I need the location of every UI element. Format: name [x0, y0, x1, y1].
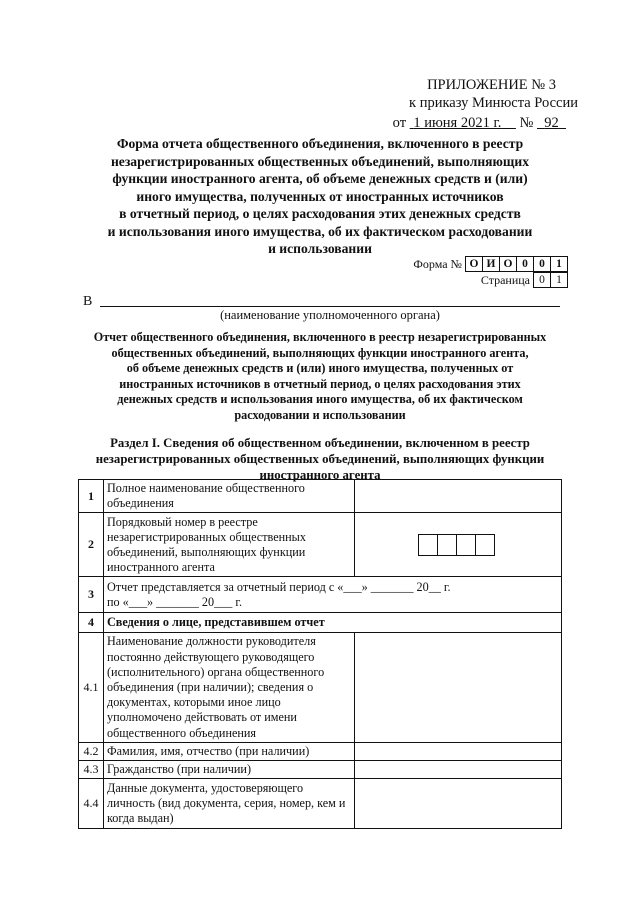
row-value-field[interactable]	[355, 761, 562, 779]
annex-number: 92	[544, 115, 559, 131]
row-number: 4.1	[79, 633, 104, 742]
row-label: Наименование должности руководителя постоянно действующего руководящего (исполнительного) органа общественного объединения (при наличии); сведения о документах, которыми иное лицо уполномочено действовать от имени общественного объединения	[104, 633, 355, 742]
form-code	[413, 256, 568, 272]
form-code-label: Форма №	[413, 256, 462, 271]
table-row	[79, 513, 562, 577]
row-number: 4	[79, 613, 104, 633]
page-code-char: 1	[550, 273, 567, 287]
row-label: Данные документа, удостоверяющего личность (вид документа, серия, номер, кем и когда выдан)	[104, 779, 355, 829]
page-code	[481, 272, 568, 288]
row-label: Фамилия, имя, отчество (при наличии)	[104, 742, 355, 760]
annex-number-prefix: №	[519, 115, 534, 131]
recipient-caption: (наименование уполномоченного органа)	[220, 308, 440, 322]
table-row	[79, 577, 562, 613]
table-row	[79, 480, 562, 513]
annex-title: ПРИЛОЖЕНИЕ № 3	[427, 77, 556, 93]
recipient-prefix: В	[83, 294, 93, 309]
reporting-period-to: по «___» _______ 20___ г.	[107, 594, 243, 609]
row-number: 4.2	[79, 742, 104, 760]
registry-number-field[interactable]	[355, 513, 562, 577]
annex-date: 1 июня 2021 г.	[413, 115, 502, 131]
row-number: 3	[79, 577, 104, 613]
registry-number-boxes[interactable]	[418, 534, 558, 556]
page-code-label: Страница	[480, 272, 530, 287]
annex-from-prefix: от	[392, 115, 407, 131]
form-code-char: 1	[550, 257, 567, 271]
row-label: Полное наименование общественного объединения	[104, 480, 355, 513]
page-code-boxes	[533, 272, 568, 288]
row-number: 4.4	[79, 779, 104, 829]
table-row	[79, 633, 562, 742]
form-code-boxes	[465, 256, 568, 272]
row-value-field[interactable]	[355, 779, 562, 829]
form-code-char: О	[499, 257, 516, 271]
row-label: Гражданство (при наличии)	[104, 761, 355, 779]
registry-digit-box[interactable]	[475, 534, 495, 556]
registry-digit-box[interactable]	[418, 534, 437, 556]
row-value-field[interactable]	[355, 742, 562, 760]
row-value-field[interactable]	[355, 633, 562, 742]
row-number: 1	[79, 480, 104, 513]
row-value-field[interactable]	[355, 480, 562, 513]
table-row	[79, 779, 562, 829]
annex-order: к приказу Минюста России	[409, 95, 578, 111]
row-label: Порядковый номер в реестре незарегистрированных общественных объединений, выполняющих функции иностранного агента	[104, 513, 355, 577]
page-code-char: 0	[539, 274, 545, 286]
reporting-period[interactable]	[104, 577, 562, 613]
form-code-char: И	[482, 257, 499, 271]
form-code-char: О	[469, 258, 479, 270]
section-table	[78, 479, 562, 829]
form-title: Форма отчета общественного объединения, включенного в реестр незарегистрированных общественных объединений, выполняющих функции иностранного агента, об объеме денежных средств и (или) иного имущества, полученных от иностранных источников в отчетный период, о целях расходования этих денежных средств и использования иного имущества, об их фактическом расходовании и использовании	[107, 136, 533, 256]
reporting-period-from: Отчет представляется за отчетный период с «___» _______ 20__ г.	[107, 579, 451, 594]
recipient-field[interactable]	[100, 306, 560, 307]
registry-digit-box[interactable]	[437, 534, 456, 556]
section-title: Раздел I. Сведения об общественном объединении, включенном в реестр незарегистрированных общественных объединений, выполняющих функции иностранного агента	[95, 436, 545, 482]
form-code-char: 0	[533, 257, 550, 271]
annex-date-line	[393, 114, 566, 132]
row-number: 4.3	[79, 761, 104, 779]
row-number: 2	[79, 513, 104, 577]
form-code-char: 0	[516, 257, 533, 271]
table-row	[79, 761, 562, 779]
report-title: Отчет общественного объединения, включенного в реестр незарегистрированных общественных объединений, выполняющих функции иностранного агента, об объеме денежных средств и (или) иного имущества, полученных от иностранных источников в отчетный период, о целях расходования этих денежных средств и использования иного имущества, об их фактическом расходовании и использовании	[93, 330, 547, 422]
registry-digit-box[interactable]	[456, 534, 475, 556]
table-row	[79, 613, 562, 633]
table-row	[79, 742, 562, 760]
row-heading: Сведения о лице, представившем отчет	[104, 613, 562, 633]
